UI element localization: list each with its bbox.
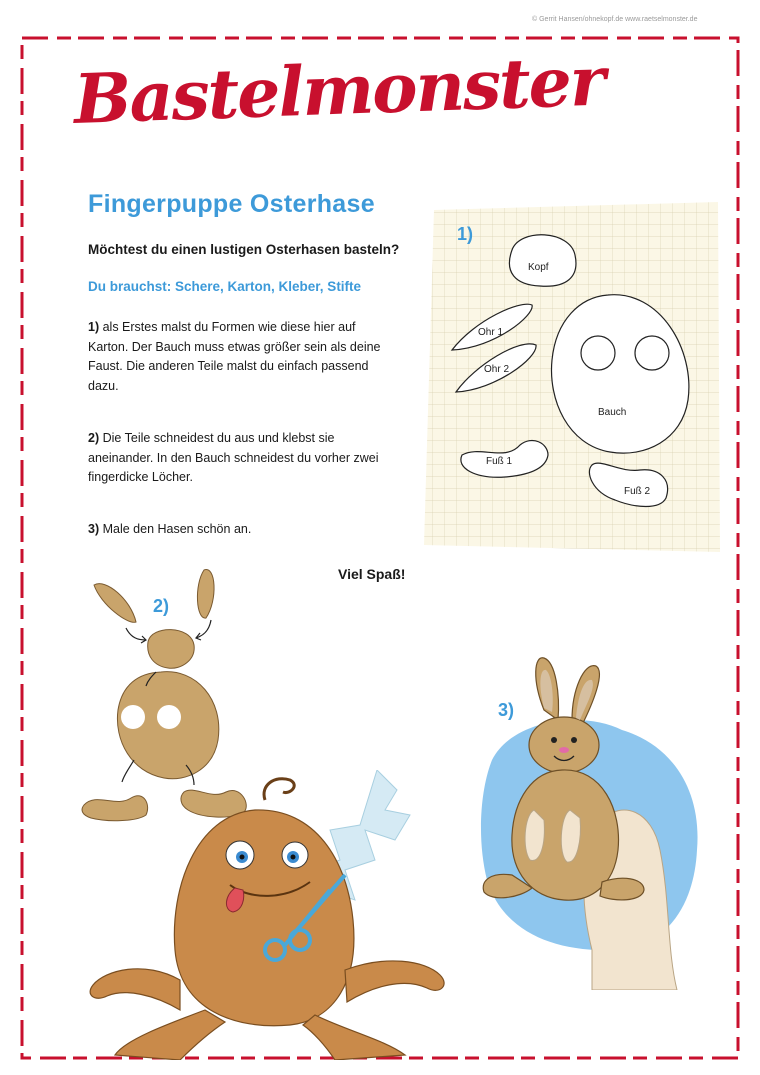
step-text: als Erstes malst du Formen wie diese hier auf Karton. Der Bauch muss etwas größer sein als deine Faust. Die anderen Teile malst du einfach passend dazu. bbox=[88, 320, 381, 393]
ear-piece bbox=[197, 570, 214, 619]
step-number: 3) bbox=[88, 522, 100, 536]
ear-2-label: Ohr 2 bbox=[484, 364, 510, 375]
step-number: 1) bbox=[88, 320, 100, 334]
figure-number-1: 1) bbox=[457, 224, 474, 244]
head-shape bbox=[509, 235, 576, 286]
belly-label: Bauch bbox=[598, 407, 627, 418]
materials-list: Du brauchst: Schere, Karton, Kleber, Stifte bbox=[88, 279, 362, 294]
intro-question: Möchtest du einen lustigen Osterhasen basteln? bbox=[88, 242, 400, 257]
head-piece bbox=[148, 630, 194, 669]
step-text: Male den Hasen schön an. bbox=[102, 522, 252, 536]
figure-number-3: 3) bbox=[498, 700, 515, 720]
bunny-head bbox=[529, 717, 599, 773]
ear-1-label: Ohr 1 bbox=[478, 327, 504, 338]
monster-mascot-illustration bbox=[85, 770, 455, 1060]
brand-logo: Bastelmonster bbox=[72, 41, 605, 140]
step-3 bbox=[88, 520, 388, 540]
step-number: 2) bbox=[88, 431, 100, 445]
step-text: Die Teile schneidest du aus und klebst sie aneinander. In den Bauch schneidest du vorher zwei fingerdicke Löcher. bbox=[88, 431, 379, 484]
template-illustration bbox=[420, 200, 730, 560]
step-2 bbox=[88, 429, 388, 488]
page-title: Fingerpuppe Osterhase bbox=[88, 190, 375, 218]
foot-1-label: Fuß 1 bbox=[486, 456, 513, 467]
figure-number-2: 2) bbox=[153, 596, 170, 616]
head-label: Kopf bbox=[528, 262, 549, 273]
closing-text: Viel Spaß! bbox=[338, 566, 406, 582]
foot-2-label: Fuß 2 bbox=[624, 486, 651, 497]
ear-piece bbox=[94, 584, 136, 623]
copyright-text: © Gerrit Hansen/ohnekopf.de www.raetselmonster.de bbox=[532, 16, 698, 23]
step-1 bbox=[88, 318, 388, 396]
monster-body bbox=[174, 810, 354, 1026]
